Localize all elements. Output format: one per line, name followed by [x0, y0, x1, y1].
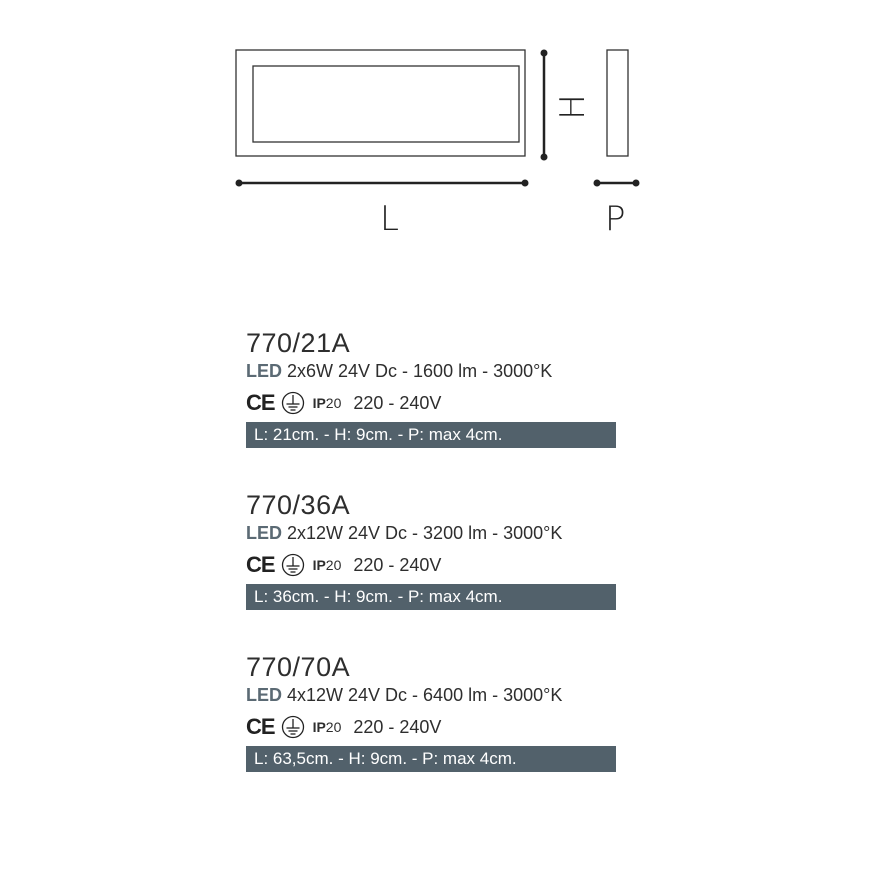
spec-text: 2x6W 24V Dc - 1600 lm - 3000°K: [287, 361, 553, 381]
height-dimension-end: [541, 50, 548, 57]
ground-symbol-icon: [281, 391, 305, 415]
spec-text: 4x12W 24V Dc - 6400 lm - 3000°K: [287, 685, 563, 705]
product-block: [246, 328, 626, 448]
depth-dimension-end: [594, 180, 601, 187]
ground-symbol-icon: [281, 715, 305, 739]
certification-row: [246, 710, 626, 744]
depth-label: P: [605, 199, 626, 239]
product-block: [246, 652, 626, 772]
product-block: [246, 490, 626, 610]
led-label: LED: [246, 685, 282, 705]
product-spec: [246, 360, 626, 386]
ce-mark-icon: CE: [246, 552, 275, 577]
dimensions-bar: L: 21cm. - H: 9cm. - P: max 4cm.: [246, 422, 616, 448]
ip-value: 20: [325, 719, 342, 735]
ip-value: 20: [325, 557, 342, 573]
ip-rating: [313, 557, 342, 573]
ip-prefix: IP: [312, 719, 326, 735]
ip-rating: [313, 395, 342, 411]
dimensions-bar: L: 63,5cm. - H: 9cm. - P: max 4cm.: [246, 746, 616, 772]
certification-row: [246, 386, 626, 420]
certification-row: [246, 548, 626, 582]
height-dimension-end: [541, 154, 548, 161]
led-label: LED: [246, 523, 282, 543]
product-spec: [246, 522, 626, 548]
led-label: LED: [246, 361, 282, 381]
ip-prefix: IP: [312, 557, 326, 573]
dimensions-bar: L: 36cm. - H: 9cm. - P: max 4cm.: [246, 584, 616, 610]
front-view-inner: [253, 66, 519, 142]
height-label: H: [553, 94, 593, 120]
product-spec: [246, 684, 626, 710]
voltage: 220 - 240V: [353, 716, 442, 737]
product-code: 770/21A: [246, 328, 351, 358]
ip-prefix: IP: [312, 395, 326, 411]
ip-rating: [313, 719, 342, 735]
ce-mark-icon: CE: [246, 390, 275, 415]
voltage: 220 - 240V: [353, 554, 442, 575]
ground-symbol-icon: [281, 553, 305, 577]
ce-mark-icon: CE: [246, 714, 275, 739]
dimension-diagram: [0, 0, 880, 260]
voltage: 220 - 240V: [353, 392, 442, 413]
depth-dimension-end: [633, 180, 640, 187]
product-code: 770/36A: [246, 490, 351, 520]
spec-text: 2x12W 24V Dc - 3200 lm - 3000°K: [287, 523, 563, 543]
length-label: L: [380, 199, 399, 239]
ip-value: 20: [325, 395, 342, 411]
side-view: [607, 50, 628, 156]
length-dimension-end: [236, 180, 243, 187]
length-dimension-end: [522, 180, 529, 187]
product-code: 770/70A: [246, 652, 351, 682]
dimension-drawing: [0, 0, 880, 260]
